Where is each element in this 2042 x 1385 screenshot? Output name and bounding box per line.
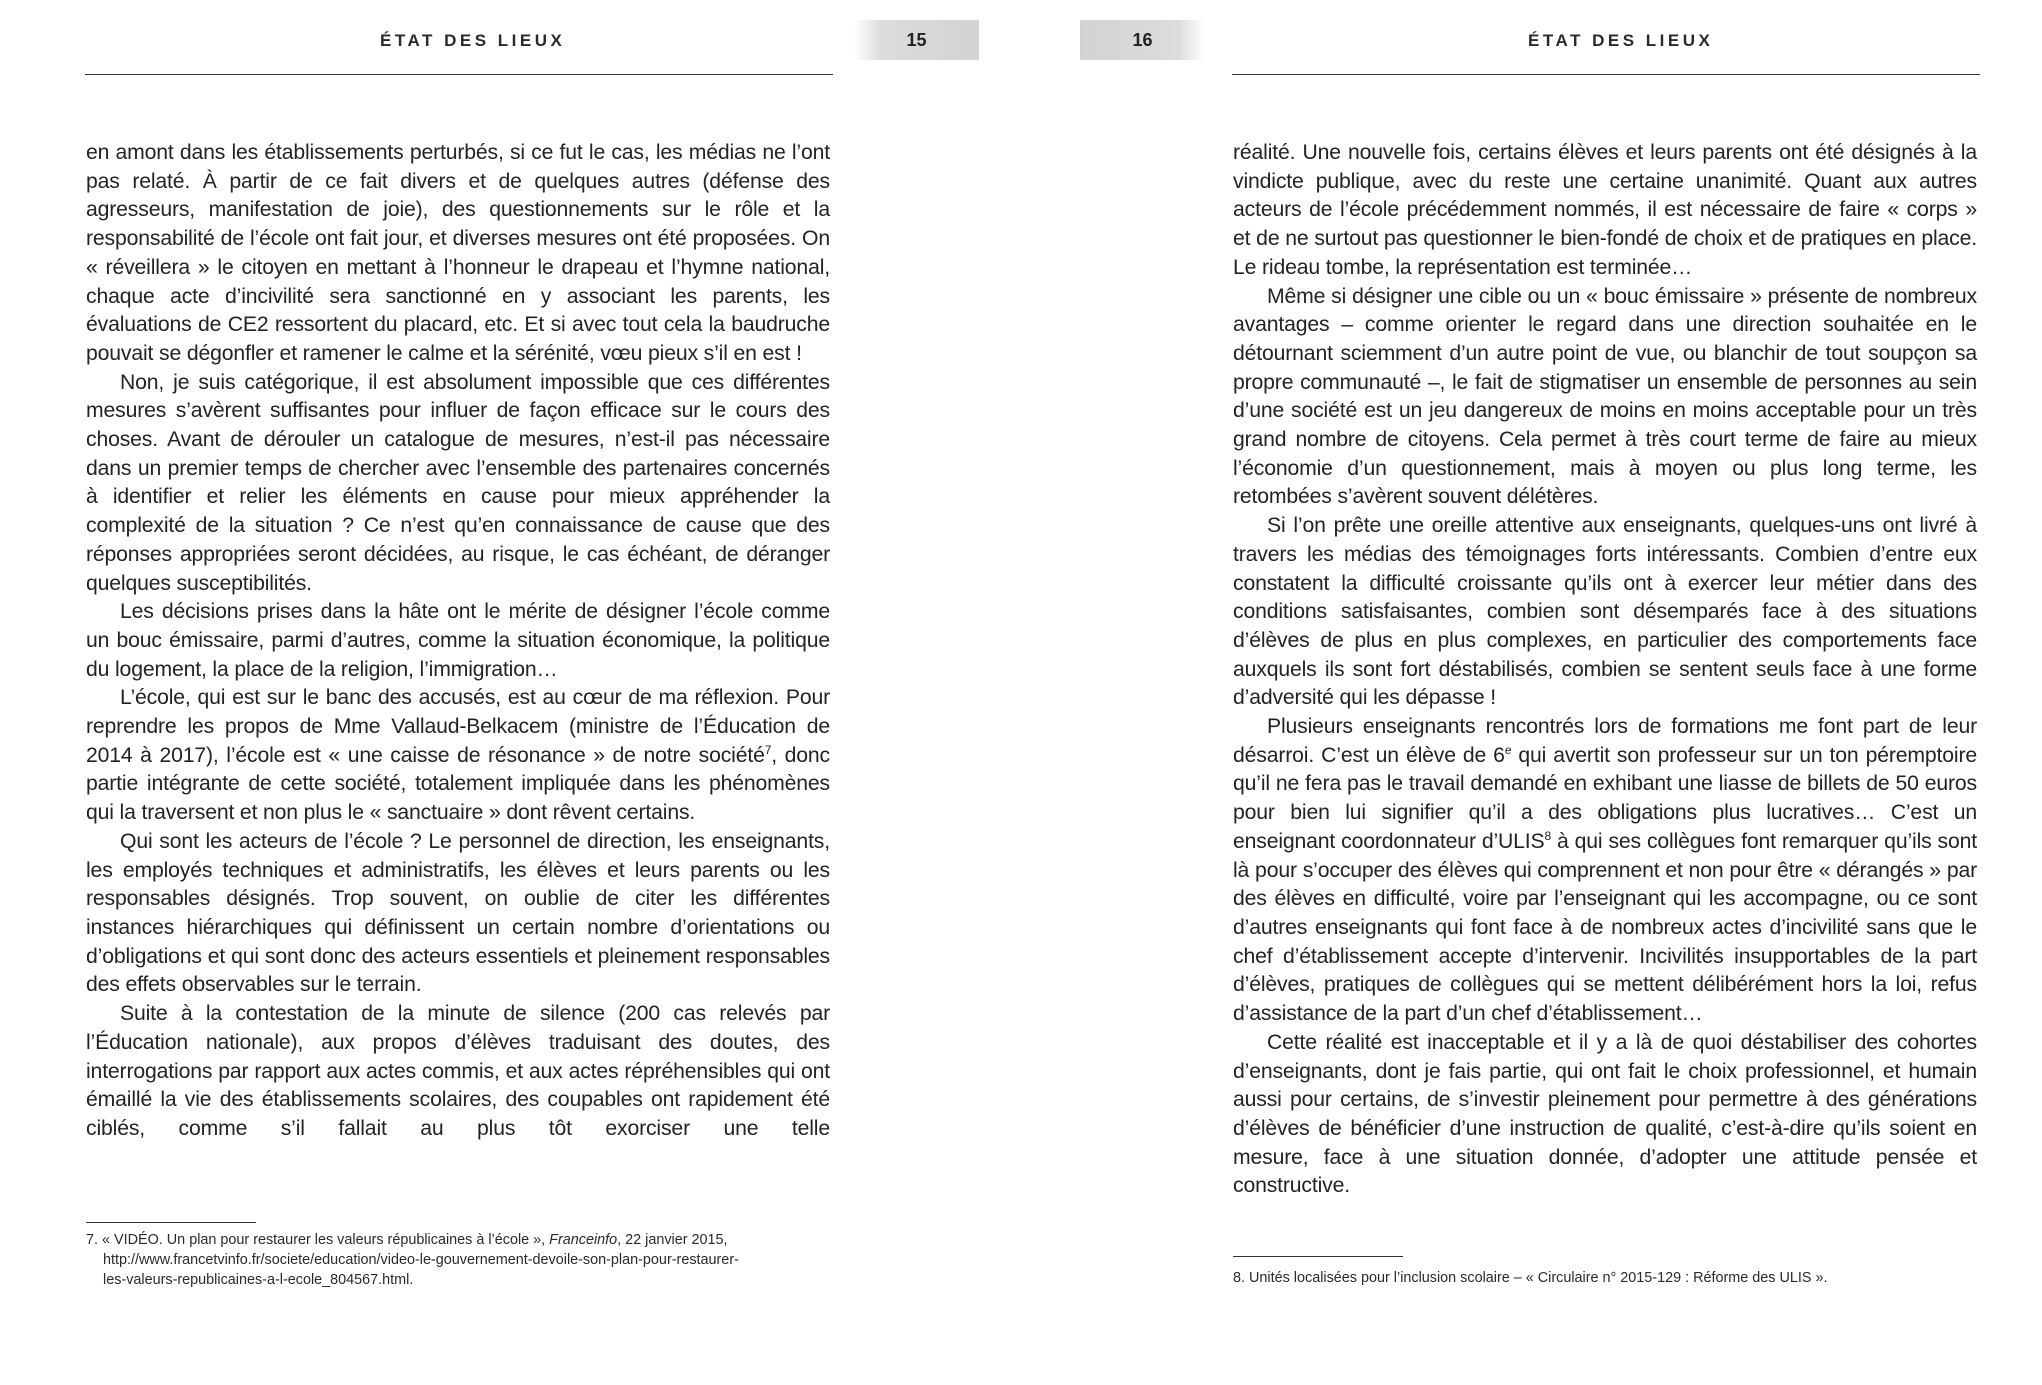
running-title: ÉTAT DES LIEUX <box>1528 31 1714 50</box>
paragraph: réalité. Une nouvelle fois, certains élèves et leurs parents ont été désignés à la vindicte publique, avec du reste une certaine unanimité. Quant aux autres acteurs de l’école précédemment nommés, il est nécessaire de faire « corps » et de ne surtout pas questionner le bien-fondé de choix et de pratiques en place. Le rideau tombe, la représentation est terminée… <box>1233 141 1977 279</box>
paragraph: en amont dans les établissements perturbés, si ce fut le cas, les médias ne l’ont pas relaté. À partir de ce fait divers et de quelques autres (défense des agresseurs, manifestation de joie), des questionnements sur le rôle et la responsabilité de l’école ont fait jour, et diverses mesures ont été proposées. On « réveillera » le citoyen en mettant à l’honneur le drapeau et l’hymne national, chaque acte d’incivilité sera sanctionné en y associant les parents, les évaluations de CE2 ressortent du placard, etc. Et si avec tout cela la baudruche pouvait se dégonfler et ramener le calme et la sérénité, vœu pieux s’il en est ! <box>86 141 830 365</box>
paragraph: Cette réalité est inacceptable et il y a là de quoi déstabiliser des cohortes d’enseignants, dont je fais partie, qui ont fait le choix professionnel, et humain aussi pour certains, de s’investir pleinement pour permettre à des générations d’élèves de bénéficier d’une instruction de qualité, c’est-à-dire qu’ils soient en mesure, face à une situation donnée, d’adopter une attitude pensée et constructive. <box>1233 1030 1977 1198</box>
header-rule <box>1232 74 1980 75</box>
paragraph: Plusieurs enseignants rencontrés lors de formations me font part de leur désarroi. C’est un élève de 6e qui avertit son professeur sur un ton péremptoire qu’il ne fera pas le travail demandé en exhibant une liasse de billets de 50 euros pour bien lui signifier qu’il a des obligations plus lucratives… C’est un enseignant coordonnateur d’ULIS$^8$ à qui ses collègues font remarquer qu’ils sont là pour s’occuper des élèves qui comprennent et non pour être « dérangés » par des élèves en difficulté, voire par l’enseignant qui les accompagne, ou ce sont d’autres enseignants qui font face à de nombreux actes d’incivilité sans que le chef d’établissement accepte d’intervenir. Incivilités insupportables de la part d’élèves, pratiques de collègues qui se mettent délibérément hors la loi, refus d’assistance de la part d’un chef d’établissement… <box>1233 715 1977 1026</box>
paragraph: Suite à la contestation de la minute de silence (200 cas relevés par l’Éducation nationale), aux propos d’élèves traduisant des doutes, des interrogations par rapport aux actes commis, et aux actes répréhensibles qui ont émaillé la vie des établissements scolaires, des coupables ont rapidement été ciblés, comme s’il fallait au plus tôt exorciser une telle <box>86 1002 830 1140</box>
right-page-body <box>1233 139 1977 1201</box>
footnote-ref: 7 <box>764 742 772 757</box>
running-title: ÉTAT DES LIEUX <box>380 31 566 50</box>
left-page-body <box>86 139 830 1144</box>
header-rule <box>85 74 833 75</box>
paragraph: Même si désigner une cible ou un « bouc émissaire » présente de nombreux avantages – comme orienter le regard dans une direction souhaitée en le détournant sciemment d’un autre point de vue, ou blanchir de tout soupçon sa propre communauté –, le fait de stigmatiser un ensemble de personnes au sein d’une société est un jeu dangereux de moins en moins acceptable pour un très grand nombre de citoyens. Cela permet à très court terme de faire au mieux l’économie d’un questionnement, mais à moyen ou plus long terme, les retombées s’avèrent souvent délétères. <box>1233 284 1977 509</box>
footnote: 7. « VIDÉO. Un plan pour restaurer les valeurs républicaines à l’école », Franceinfo, 22 janvier 2015, http://www.francetvinfo.fr/societe/education/video-le-gouvernement-devoile-son-plan-pour-restaurer- les-valeurs-republicaines-a-l-ecole_804567.html. <box>86 1232 739 1288</box>
page-number: 15 <box>854 20 979 60</box>
page-number: 16 <box>1080 20 1205 60</box>
paragraph: Si l’on prête une oreille attentive aux enseignants, quelques-uns ont livré à travers les médias des témoignages forts intéressants. Combien d’entre eux constatent la difficulté croissante qu’ils ont à exercer leur métier dans des conditions satisfaisantes, combien sont désemparés face à des situations d’élèves de plus en plus complexes, en particulier des comportements face auxquels ils sont fort déstabilisés, combien se sentent seuls face à une forme d’adversité qui les dépasse ! <box>1233 514 1977 710</box>
footnote-rule <box>1233 1256 1403 1257</box>
paragraph: Non, je suis catégorique, il est absolument impossible que ces différentes mesures s’avèrent suffisantes pour influer de façon efficace sur le cours des choses. Avant de dérouler un catalogue de mesures, n’est-il pas nécessaire dans un premier temps de chercher avec l’ensemble des partenaires concernés à identifier et relier les éléments en cause pour mieux appréhender la complexité de la situation ? Ce n’est qu’en connaissance de cause que des réponses appropriées seront décidées, au risque, le cas échéant, de déranger quelques susceptibilités. <box>86 370 830 595</box>
paragraph: Qui sont les acteurs de l’école ? Le personnel de direction, les enseignants, les employés techniques et administratifs, les élèves et leurs parents ou les responsables désignés. Trop souvent, on oublie de citer les différentes instances hiérarchiques qui définissent un certain nombre d’orientations ou d’obligations et qui sont donc des acteurs essentiels et pleinement responsables des effets observables sur le terrain. <box>86 829 830 997</box>
footnote-ref: 8 <box>1544 828 1552 843</box>
ordinal-suffix: e <box>1504 742 1512 757</box>
paragraph: L’école, qui est sur le banc des accusés, est au cœur de ma réflexion. Pour reprendre les propos de Mme Vallaud-Belkacem (ministre de l’Éducation de 2014 à 2017), l’école est « une caisse de résonance » de notre société$^7$, donc partie intégrante de cette société, totalement impliquée dans les phénomènes qui la traversent et non plus le « sanctuaire » dont rêvent certains. <box>86 686 830 825</box>
paragraph: Les décisions prises dans la hâte ont le mérite de désigner l’école comme un bouc émissaire, parmi d’autres, comme la situation économique, la politique du logement, la place de la religion, l’immigration… <box>86 600 830 681</box>
footnote-rule <box>86 1222 256 1223</box>
footnote: 8. Unités localisées pour l’inclusion scolaire – « Circulaire n° 2015-129 : Réforme des ULIS ». <box>1233 1270 1828 1286</box>
